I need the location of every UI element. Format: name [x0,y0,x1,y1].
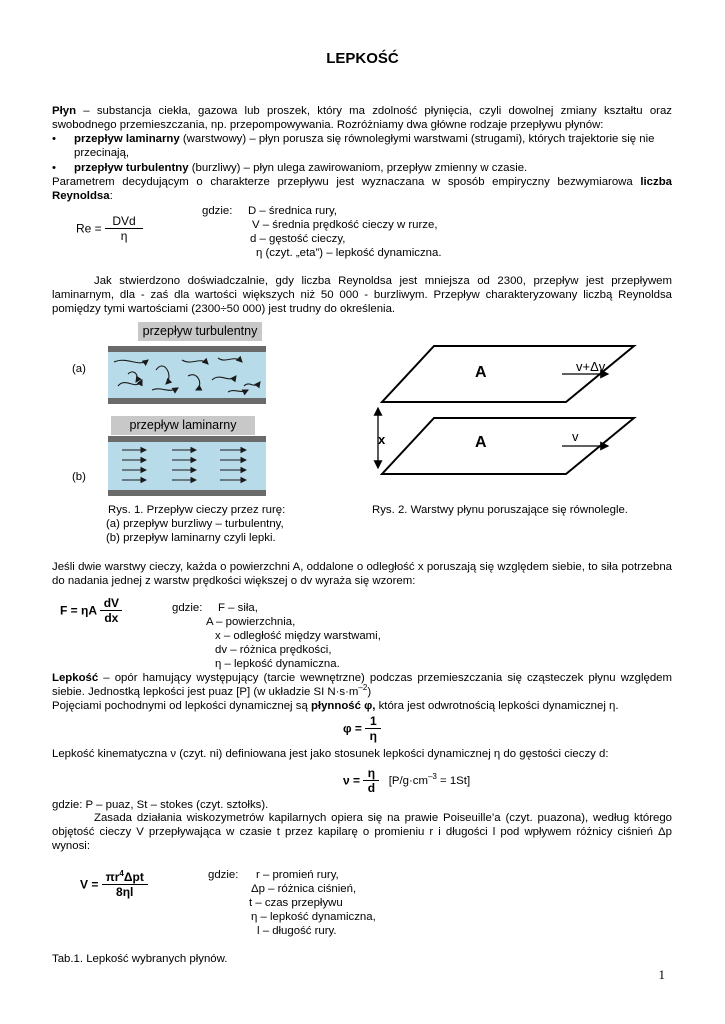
unit-text: [P/g·cm [388,774,428,787]
intro-term: Płyn [52,105,77,117]
page-number: 1 [658,967,665,982]
poiseuille-paragraph: Zasada działania wiskozymetrów kapilarnych opiera się na prawie Poiseuille’a (czyt. puazona), według którego objętość cieczy V przepływająca w czasie t przez kapilarę o promieniu r i długości l pod wpływem różnicy ciśnień Δp wynosi: [52,812,672,852]
force-formula [60,596,122,625]
formula-numerator-end: Δpt [123,870,144,884]
viscosity-definition [52,671,672,699]
viscosity-term: Lepkość [52,672,99,684]
page-title: LEPKOŚĆ [326,50,399,67]
where-item: dv – różnica prędkości, [215,644,332,656]
formula-denominator: η [120,229,128,243]
reynolds-intro [52,175,672,203]
where-item: A – powierzchnia, [206,616,296,628]
where-item: r – promień rury, [256,869,339,881]
force-paragraph: Jeśli dwie warstwy cieczy, każda o powierzchni A, oddalone o odległość x poruszają się względem siebie, to siła potrzebna do nadania jednej z warstw prędkości większej o dv wyraża się wzorem: [52,561,672,587]
unit-text-end: = 1St] [436,774,471,787]
formula-denominator: dx [104,611,119,625]
formula-denominator: η [369,729,377,743]
viscosity-text: – opór hamujący występujący (tarcie wewnętrzne) podczas przemieszczania się cząsteczek płynu względem siebie. Jednostką lepkości jest puaz [P] (w układzie SI N·s·m [52,672,672,698]
bullet-term: przepływ laminarny [74,133,180,145]
where-item: η (czyt. „eta”) – lepkość dynamiczna. [256,247,442,259]
kinematic-paragraph: Lepkość kinematyczna ν (czyt. ni) definiowana jest jako stosunek lepkości dynamicznej η do gęstości cieczy d: [52,748,609,760]
where-item: η – lepkość dynamiczna, [251,911,376,923]
kinematic-formula [343,766,470,795]
figure-tag-a: (a) [72,363,86,375]
figure2-caption: Rys. 2. Warstwy płynu poruszające się równolegle. [372,504,628,516]
units-note: gdzie: P – puaz, St – stokes (czyt. sztołks). [52,799,269,811]
formula-denominator: d [367,781,376,795]
formula-numerator: DVd [105,214,143,229]
where-item: V – średnia prędkość cieczy w rurze, [252,219,438,231]
viscosity-end: ) [367,686,372,698]
poiseuille-where-label: gdzie: [208,869,239,881]
velocity-top-label: v+Δv [576,359,606,374]
reynolds-intro-text: Parametrem decydującym o charakterze przepływu jest wyznaczana w sposób empiryczny bezwymiarowa [52,176,641,188]
figure1-caption-line: (a) przepływ burzliwy – turbulentny, [106,518,284,530]
formula-lhs: φ = [343,721,362,736]
bullet-icon: • [52,133,56,145]
where-item: x – odległość między warstwami, [215,630,381,642]
formula-lhs: Re = [76,221,102,236]
intro-text: – substancja ciekła, gazowa lub proszek, który ma zdolność płynięcia, czyli dowolnej zmiany kształtu oraz swobodnego przemieszczania, np. przepompowywania. Rozróżniamy dwa główne rodzaje przepływu płynów: [52,105,672,131]
reynolds-formula [76,214,143,243]
turbulent-pipe-diagram [108,346,266,404]
velocity-bottom-label: v [572,429,579,444]
formula-numerator: 1 [365,714,381,729]
formula-denominator: 8ηl [116,885,134,899]
where-item: F – siła, [218,602,258,614]
figure1-caption-line: (b) przepływ laminarny czyli lepki. [106,532,276,544]
fluidity-paragraph [52,699,672,713]
poiseuille-formula [80,870,148,899]
where-item: Δp – różnica ciśnień, [251,883,357,895]
formula-numerator: η [363,766,379,781]
formula-exponent: 4 [119,869,124,878]
bullet-term: przepływ turbulentny [74,162,189,174]
where-item: l – długość rury. [257,925,337,937]
figure1-caption-line: Rys. 1. Przepływ cieczy przez rurę: [108,504,286,516]
force-where-label: gdzie: [172,602,203,614]
formula-lhs: F = ηA [60,603,98,618]
turbulent-label: przepływ turbulentny [138,322,262,341]
plate-top-label: A [475,364,487,381]
table-caption: Tab.1. Lepkość wybranych płynów. [52,953,228,965]
formula-lhs: V = [80,877,99,892]
fluidity-term: płynność φ, [310,700,376,712]
laminar-label: przepływ laminarny [111,416,255,435]
unit-exponent: –2 [358,683,368,692]
formula-lhs: ν = [343,773,361,788]
laminar-pipe-diagram [108,436,266,496]
unit-exponent: –3 [427,771,437,781]
fluidity-formula [343,714,381,743]
bullet-text: (burzliwy) – płyn ulega zawirowaniom, przepływ zmienny w czasie. [188,162,528,174]
where-item: t – czas przepływu [249,897,343,909]
bullet-icon: • [52,162,56,174]
bullet-text: (warstwowy) – płyn porusza się równoległymi warstwami (strugami), których trajektorie się nie przecinają, [74,133,655,159]
distance-label: x [378,432,386,447]
where-item: D – średnica rury, [248,205,338,217]
where-item: d – gęstość cieczy, [250,233,346,245]
formula-numerator: dV [100,596,122,611]
reynolds-term: liczba Reynoldsa [52,176,672,202]
reynolds-where-label: gdzie: [202,205,233,217]
where-item: η – lepkość dynamiczna. [215,658,340,670]
reynolds-colon: : [109,190,113,202]
formula-numerator: πr [105,870,120,884]
intro-paragraph [52,104,672,132]
fluidity-text-end: która jest odwrotnością lepkości dynamicznej η. [375,700,619,712]
figure-tag-b: (b) [72,471,86,483]
reynolds-paragraph: Jak stwierdzono doświadczalnie, gdy liczba Reynoldsa jest mniejsza od 2300, przepływ jest przepływem laminarnym, dla - zaś dla wartości większych niż 50 000 - burzliwym. Przepływ charakteryzowany liczbą Reynoldsa pomiędzy tymi wartościami (2300÷50 000) jest trudny do określenia. [52,275,672,315]
plate-bottom-label: A [475,434,487,451]
fluidity-text: Pojęciami pochodnymi od lepkości dynamicznej są [52,700,311,712]
